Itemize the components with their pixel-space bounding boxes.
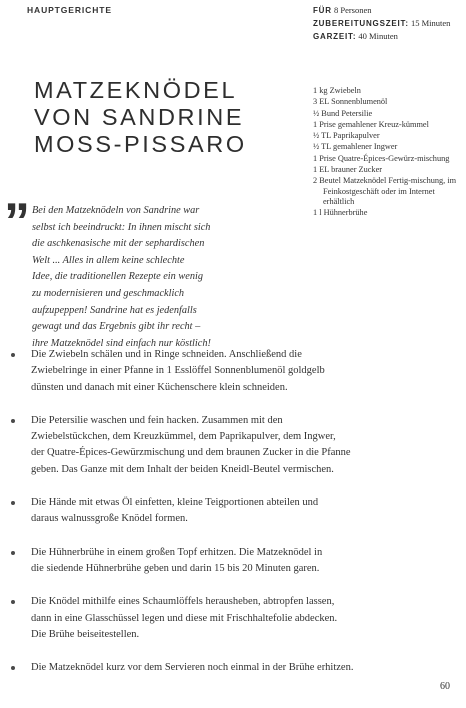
intro-line: Bei den Matzeknödeln von Sandrine war [32,205,200,216]
ingredient-item: 1 kg Zwiebeln [313,86,361,95]
step-line: dünsten und danach mit einer Küchenschere klein schneiden. [31,381,288,393]
step-line: Die Petersilie waschen und fein hacken. Zusammen mit den [31,414,283,426]
meta-cook-time-key: GARZEIT: [313,32,357,41]
step-line: der Quatre-Épices-Gewürzmischung und dem braunen Zucker in die Pfanne [31,447,351,459]
ingredient-item: 1 EL brauner Zucker [313,165,383,175]
intro-line: ihre Matzeknödel sind einfach nur köstlich! [32,337,211,349]
instruction-step [11,495,451,528]
step-line: Die Brühe beiseitestellen. [31,628,140,640]
step-line: daraus walnussgroße Knödel formen. [31,513,188,525]
instruction-step [11,347,451,396]
meta-servings [313,4,450,17]
intro-line: die aschkenasische mit der sephardischen [32,238,205,250]
step-line: Die Zwiebeln schälen und in Ringe schneiden. Anschließend die [31,349,302,360]
ingredient-item: ½ Bund Petersilie [313,108,373,118]
step-line: dann in eine Glasschüssel legen und diese mit Frischhaltefolie abdecken. [31,612,338,624]
section-label: HAUPTGERICHTE [27,5,112,15]
bullet-icon [11,419,15,423]
title-line: MATZEKNÖDEL [34,77,238,103]
ingredient-list [313,86,458,220]
instruction-step [11,413,451,478]
meta-prep-time-value: 15 Minuten [410,18,451,28]
instruction-step [11,594,451,643]
step-line: Zwiebelstückchen, dem Kreuzkümmel, dem Paprikapulver, dem Ingwer, [31,431,336,443]
ingredient-item: 1 l Hühnerbrühe [313,208,368,218]
bullet-icon [11,501,15,505]
step-line: geben. Das Ganze mit dem Inhalt der beiden Kneidl-Beutel vermischen. [31,463,334,475]
instruction-step [11,545,451,578]
instruction-list [11,347,451,693]
recipe-title [34,77,247,158]
page-number: 60 [440,681,450,692]
intro-quote [32,203,268,352]
intro-line: selbst ich beeindruckt: In ihnen mischt sich [32,221,211,233]
ingredient-item: 3 EL Sonnenblumenöl [313,97,388,107]
title-line: MOSS-PISSARO [34,131,247,157]
bullet-icon [11,551,15,555]
ingredient-item: ½ TL Paprikapulver [313,131,380,141]
ingredient-item: ½ TL gemahlener Ingwer [313,142,398,152]
step-line: Zwiebelringe in einer Pfanne in 1 Esslöffel Sonnenblumenöl goldgelb [31,365,325,377]
bullet-icon [11,600,15,604]
meta-servings-value: 8 Personen [333,5,372,15]
intro-line: aufzupeppen! Sandrine hat es jedenfalls [32,304,197,316]
ingredient-item: 1 Prise gemahlener Kreuz-kümmel [313,119,429,129]
bullet-icon [11,353,15,357]
quote-mark-icon: ” [4,193,30,251]
step-line: Die Matzeknödel kurz vor dem Servieren noch einmal in der Brühe erhitzen. [31,662,354,674]
meta-prep-time [313,17,450,30]
step-line: Die Hühnerbrühe in einem großen Topf erhitzen. Die Matzeknödel in [31,546,323,558]
intro-line: zu modernisieren und geschmacklich [32,287,185,299]
meta-cook-time [313,30,450,43]
intro-line: Idee, die traditionellen Rezepte ein wenig [32,271,203,283]
step-line: Die Knödel mithilfe eines Schaumlöffels herausheben, abtropfen lassen, [31,596,335,608]
intro-line: Welt ... Alles in allem keine schlechte [32,254,185,266]
instruction-step [11,660,451,676]
step-line: die siedende Hühnerbrühe geben und darin 15 bis 20 Minuten garen. [31,562,320,574]
meta-servings-key: FÜR [313,6,332,15]
meta-cook-time-value: 40 Minuten [358,31,398,41]
ingredient-item: 2 Beutel Matzeknödel Fertig-mischung, im Feinkostgeschäft oder im Internet erhältlich [313,176,457,206]
bullet-icon [11,666,15,670]
title-line: VON SANDRINE [34,104,245,130]
ingredient-item: 1 Prise Quatre-Épices-Gewürz-mischung [313,153,450,163]
recipe-meta [313,4,450,43]
step-line: Die Hände mit etwas Öl einfetten, kleine Teigportionen abteilen und [31,497,319,509]
meta-prep-time-key: ZUBEREITUNGSZEIT: [313,19,409,28]
intro-line: gewagt und das Ergebnis gibt ihr recht – [32,321,201,333]
